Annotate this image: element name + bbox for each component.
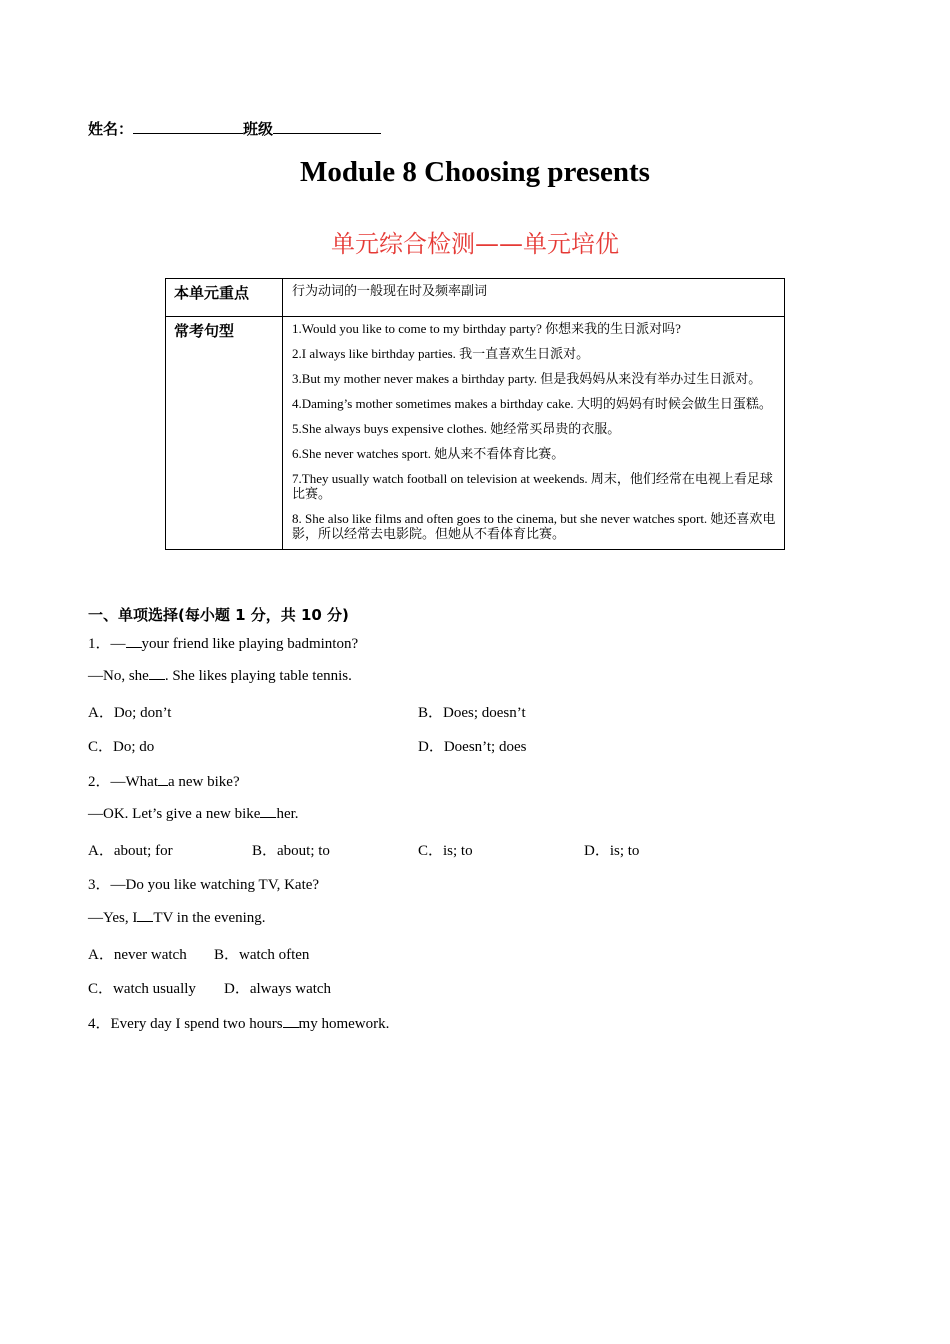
page-subtitle: 单元综合检测——单元培优 [331,230,619,258]
option-b[interactable]: B．about; to [252,843,330,859]
question-4-stem [88,1012,389,1033]
section-heading: 一、单项选择(每小题 1 分，共 10 分) [88,606,349,624]
option-c[interactable]: C．watch usually [88,981,196,997]
option-d[interactable]: D．Doesn’t; does [418,739,527,755]
q3-reply-start: —Yes, I [88,910,138,926]
sentence-pattern: 5.She always buys expensive clothes. 她经常买昂贵的衣服。 [292,421,621,436]
q2-text-end: a new bike? [167,774,240,790]
q1-text: your friend like playing badminton? [141,636,359,652]
row-label: 本单元重点 [166,279,283,317]
question-3-reply [88,908,266,927]
q1-number: 1．— [88,636,126,652]
answer-blank[interactable] [149,666,165,680]
question-1-stem [88,632,358,653]
q2-reply-start: —OK. Let’s give a new bike [88,806,261,822]
answer-blank[interactable] [260,804,276,818]
sentence-pattern: 7.They usually watch football on television at weekends. 周末，他们经常在电视上看足球比赛。 [292,471,773,501]
question-2-reply [88,804,299,823]
q1-reply-start: —No, she [88,668,149,684]
q2-text-start: 2．—What [88,774,158,790]
q4-text-start: 4．Every day I spend two hours [88,1016,283,1032]
option-a[interactable]: A．never watch [88,947,187,963]
sentence-pattern: 4.Daming’s mother sometimes makes a birthday cake. 大明的妈妈有时候会做生日蛋糕。 [292,396,772,411]
option-c[interactable]: C．Do; do [88,739,155,755]
q2-reply-end: her. [276,806,299,822]
option-b[interactable]: B．watch often [214,947,310,963]
question-1-reply [88,666,352,685]
option-a[interactable]: A．about; for [88,843,173,859]
option-b[interactable]: B．Does; doesn’t [418,705,526,721]
question-2-stem [88,770,240,791]
option-d[interactable]: D．is; to [584,843,640,859]
student-info-line [88,118,381,139]
option-d[interactable]: D．always watch [224,981,332,997]
table-row [166,279,785,317]
answer-blank[interactable] [126,634,142,648]
q3-reply-end: TV in the evening. [153,910,266,926]
answer-blank[interactable] [137,908,153,922]
q1-reply-end: . She likes playing table tennis. [164,668,352,684]
answer-blank[interactable] [283,1014,299,1028]
option-a[interactable]: A．Do; don’t [88,705,172,721]
name-label: 姓名： [88,120,134,138]
q4-text-end: my homework. [298,1016,390,1032]
row-content [283,317,785,550]
question-3-stem: 3．—Do you like watching TV, Kate? [88,877,320,893]
sentence-pattern: 1.Would you like to come to my birthday party? 你想来我的生日派对吗? [292,321,681,336]
sentence-pattern: 2.I always like birthday parties. 我一直喜欢生日派对。 [292,346,590,361]
page-title: Module 8 Choosing presents [300,156,650,188]
key-point-text: 行为动词的一般现在时及频率副词 [292,283,488,298]
table-row [166,317,785,550]
unit-summary-table [165,278,785,550]
class-label: 班级 [243,120,274,138]
row-content [283,279,785,317]
class-blank[interactable] [273,119,381,134]
sentence-pattern: 3.But my mother never makes a birthday party. 但是我妈妈从来没有举办过生日派对。 [292,371,762,386]
row-label: 常考句型 [166,317,283,550]
option-c[interactable]: C．is; to [418,843,473,859]
answer-blank[interactable] [158,772,168,786]
sentence-pattern: 8. She also like films and often goes to the cinema, but she never watches sport. 她还喜欢电影，所以经常去电影院。但她从不看体育比赛。 [292,511,776,541]
sentence-pattern: 6.She never watches sport. 她从来不看体育比赛。 [292,446,565,461]
name-blank[interactable] [133,119,243,134]
